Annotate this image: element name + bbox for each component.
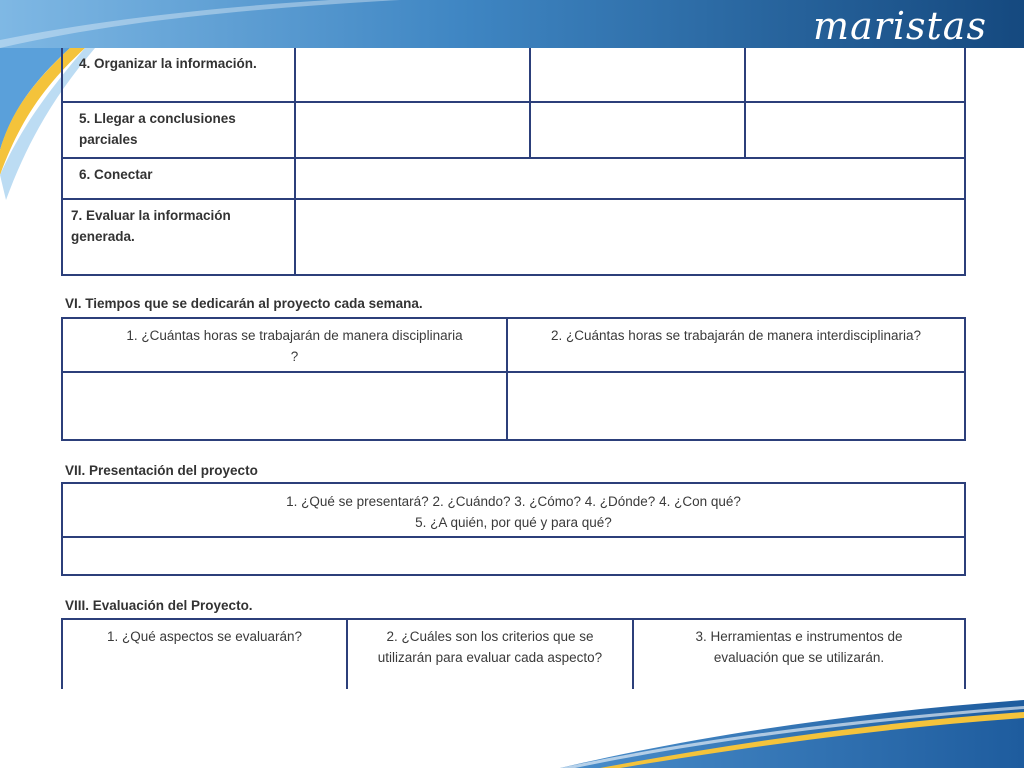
header-cell bbox=[347, 619, 633, 689]
presentation-questions-line2: 5. ¿A quién, por qué y para qué? bbox=[415, 515, 612, 530]
table-row bbox=[62, 372, 965, 440]
step-label bbox=[62, 48, 295, 102]
table-row bbox=[62, 158, 965, 199]
maristas-logo: maristas bbox=[813, 4, 987, 48]
table-cell[interactable] bbox=[295, 158, 965, 199]
step-label-text: 7. Evaluar la información generada. bbox=[71, 208, 231, 244]
table-row bbox=[62, 48, 965, 102]
header-cell bbox=[62, 318, 507, 372]
question-interdisciplinary: 2. ¿Cuántas horas se trabajarán de manera interdisciplinaria? bbox=[551, 328, 921, 343]
table-cell[interactable] bbox=[295, 48, 530, 102]
presentation-questions-line1: 1. ¿Qué se presentará? 2. ¿Cuándo? 3. ¿Cómo? 4. ¿Dónde? 4. ¿Con qué? bbox=[286, 494, 741, 509]
question-disciplinary: 1. ¿Cuántas horas se trabajarán de manera disciplinaria ? bbox=[126, 328, 463, 364]
header-cell bbox=[62, 483, 965, 537]
header-cell bbox=[62, 619, 347, 689]
header-cell bbox=[633, 619, 965, 689]
step-label-text: 6. Conectar bbox=[79, 167, 153, 182]
evaluation-aspects: 1. ¿Qué aspectos se evaluarán? bbox=[106, 629, 303, 644]
table-cell[interactable] bbox=[62, 372, 507, 440]
table-cell[interactable] bbox=[745, 48, 965, 102]
step-label-text: 5. Llegar a conclusiones parciales bbox=[79, 111, 236, 147]
hours-table bbox=[61, 317, 966, 441]
table-row bbox=[62, 537, 965, 575]
section-title-vi: VI. Tiempos que se dedicarán al proyecto cada semana. bbox=[65, 296, 423, 311]
section-title-viii: VIII. Evaluación del Proyecto. bbox=[65, 598, 253, 613]
table-row bbox=[62, 102, 965, 158]
step-label bbox=[62, 102, 295, 158]
table-cell[interactable] bbox=[745, 102, 965, 158]
table-row bbox=[62, 619, 965, 689]
table-cell[interactable] bbox=[62, 537, 965, 575]
table-cell[interactable] bbox=[295, 199, 965, 275]
table-row bbox=[62, 318, 965, 372]
table-row bbox=[62, 199, 965, 275]
section-title-vii: VII. Presentación del proyecto bbox=[65, 463, 258, 478]
steps-table bbox=[61, 48, 966, 276]
step-label bbox=[62, 158, 295, 199]
table-row bbox=[62, 483, 965, 537]
evaluation-tools: 3. Herramientas e instrumentos de evaluación que se utilizarán. bbox=[695, 629, 903, 665]
presentation-table bbox=[61, 482, 966, 576]
bottom-swoosh-blue bbox=[560, 700, 1024, 768]
table-cell[interactable] bbox=[530, 102, 745, 158]
step-label-text: 4. Organizar la información. bbox=[79, 56, 257, 71]
step-label bbox=[62, 199, 295, 275]
table-cell[interactable] bbox=[530, 48, 745, 102]
header-cell bbox=[507, 318, 965, 372]
evaluation-criteria: 2. ¿Cuáles son los criterios que se utilizarán para evaluar cada aspecto? bbox=[377, 629, 603, 665]
table-cell[interactable] bbox=[295, 102, 530, 158]
evaluation-table bbox=[61, 618, 966, 689]
table-cell[interactable] bbox=[507, 372, 965, 440]
